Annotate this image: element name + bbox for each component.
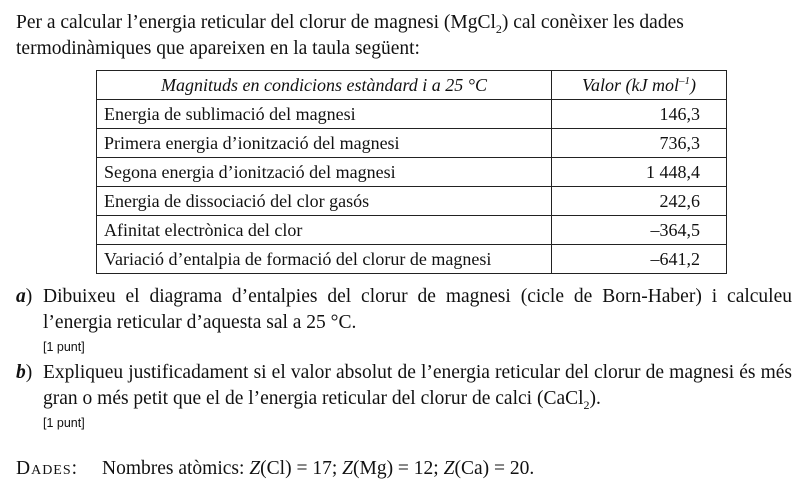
question-b-label <box>16 360 32 386</box>
table-row <box>97 100 727 129</box>
question-b-text-2: ). <box>589 388 601 409</box>
header-valor-close: ) <box>689 75 696 95</box>
dades-line <box>16 456 792 482</box>
dades-label: Dades: <box>16 458 79 479</box>
table-header-row <box>97 71 727 100</box>
row-value: 242,6 <box>552 187 727 216</box>
z-ca-value: (Ca) = 20. <box>454 458 535 479</box>
exam-page <box>16 10 792 482</box>
header-valor-sup: –1 <box>678 75 690 87</box>
row-label: Energia de sublimació del magnesi <box>97 100 552 129</box>
header-magnitud: Magnituds en condicions estàndard i a 25 °C <box>97 71 552 100</box>
row-label: Energia de dissociació del clor gasós <box>97 187 552 216</box>
question-b-points: [1 punt] <box>43 416 85 430</box>
row-value: –641,2 <box>552 245 727 274</box>
row-label: Primera energia d’ionització del magnesi <box>97 129 552 158</box>
table-row <box>97 245 727 274</box>
question-a-text: Dibuixeu el diagrama d’entalpies del clorur de magnesi (cicle de Born-Haber) i calculeu l’energia reticular d’aquesta sal a 25 °C. <box>43 286 792 333</box>
question-a-paren: ) <box>25 286 33 307</box>
table-row <box>97 216 727 245</box>
z-mg-symbol: Z <box>342 458 353 479</box>
dades-intro: Nombres atòmics: <box>102 458 250 479</box>
question-b-text-1: Expliqueu justificadament si el valor absolut de l’energia reticular del clorur de magnesi és més gran o més petit que el de l’energia reticular del clorur de calci (CaCl <box>43 362 792 409</box>
question-a-letter: a <box>16 286 26 307</box>
table-row <box>97 158 727 187</box>
thermo-data-table <box>96 70 727 274</box>
row-label: Afinitat electrònica del clor <box>97 216 552 245</box>
question-a-label <box>16 284 32 310</box>
row-value: –364,5 <box>552 216 727 245</box>
intro-text-2: ) cal conèixer les dades termodinàmiques que apareixen en la taula següent: <box>16 12 684 59</box>
z-cl-value: (Cl) = 17; <box>260 458 343 479</box>
z-cl-symbol: Z <box>249 458 261 479</box>
table-row <box>97 129 727 158</box>
intro-text-1: Per a calcular l’energia reticular del clorur de magnesi (MgCl <box>16 12 496 33</box>
row-value: 1 448,4 <box>552 158 727 187</box>
question-b-letter: b <box>16 362 26 383</box>
question-b <box>16 360 792 432</box>
header-valor-text: Valor (kJ mol <box>582 75 679 95</box>
intro-paragraph <box>16 10 792 62</box>
header-valor <box>552 71 727 100</box>
z-ca-symbol: Z <box>443 458 455 479</box>
row-value: 736,3 <box>552 129 727 158</box>
question-b-paren: ) <box>25 362 33 383</box>
z-mg-value: (Mg) = 12; <box>352 458 444 479</box>
table-row <box>97 187 727 216</box>
question-a-points: [1 punt] <box>43 340 85 354</box>
intro-subscript: 2 <box>495 21 502 36</box>
question-b-subscript: 2 <box>583 397 590 412</box>
row-value: 146,3 <box>552 100 727 129</box>
question-a <box>16 284 792 356</box>
question-b-body <box>43 360 792 412</box>
row-label: Segona energia d’ionització del magnesi <box>97 158 552 187</box>
row-label: Variació d’entalpia de formació del clorur de magnesi <box>97 245 552 274</box>
